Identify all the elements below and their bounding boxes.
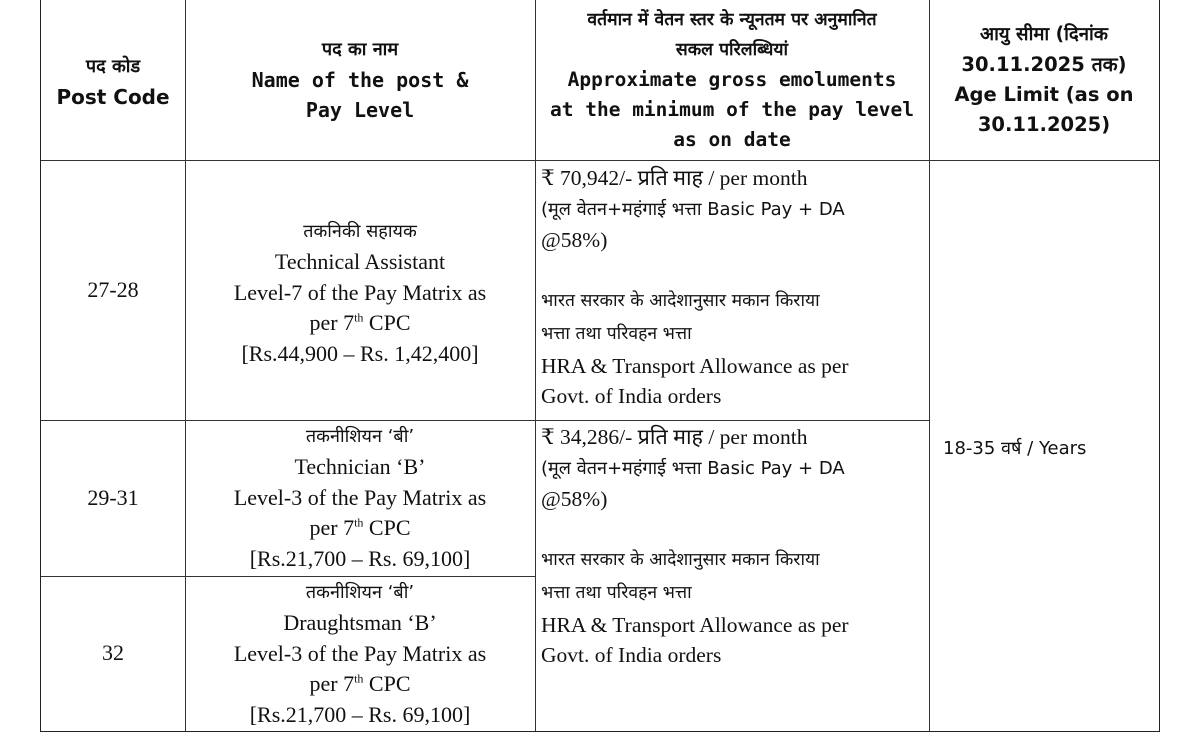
post-name-cell: तकनिकी सहायक Technical Assistant Level-7 of the Pay Matrix as per 7th CPC [Rs.44,900 – Rs. 1,42,400] — [233, 220, 487, 366]
emoluments-cell: ₹ 70,942/- प्रति माह / per month (मूल वेतन+महंगाई भत्ता Basic Pay + DA @58%) भारत सरकार के आदेशानुसार मकान किराया भत्ता तथा परिवहन भत्ता HRA & Transport Allowance as per Govt. of India orders — [541, 166, 849, 408]
table-row-code: 29-31 — [87, 484, 139, 510]
header-age-limit: आयु सीमा (दिनांक 30.11.2025 तक) Age Limit (as on 30.11.2025) — [954, 24, 1134, 136]
emoluments-cell: ₹ 34,286/- प्रति माह / per month (मूल वेतन+महंगाई भत्ता Basic Pay + DA @58%) भारत सरकार के आदेशानुसार मकान किराया भत्ता तथा परिवहन भत्ता HRA & Transport Allowance as per Govt. of India orders — [541, 425, 849, 667]
post-name-cell: तकनीशियन ‘बी’ Technician ‘B’ Level-3 of the Pay Matrix as per 7th CPC [Rs.21,700 – Rs. 69,100] — [233, 425, 487, 571]
age-limit-cell: 18-35 वर्ष / Years — [943, 438, 1087, 459]
post-name-cell: तकनीशियन ‘बी’ Draughtsman ‘B’ Level-3 of the Pay Matrix as per 7th CPC [Rs.21,700 – Rs. 69,100] — [233, 581, 487, 727]
row-divider — [41, 160, 1159, 161]
recruitment-table — [40, 0, 1160, 732]
header-post-code: पद कोड Post Code — [56, 56, 170, 109]
table-row-code: 32 — [102, 640, 124, 666]
header-post-name: पद का नाम Name of the post & Pay Level — [251, 39, 469, 122]
table-row-code: 27-28 — [87, 276, 139, 302]
header-emoluments: वर्तमान में वेतन स्तर के न्यूनतम पर अनुमानित सकल परिलब्धियां Approximate gross emoluments at the minimum of the pay level as on date — [550, 10, 914, 151]
